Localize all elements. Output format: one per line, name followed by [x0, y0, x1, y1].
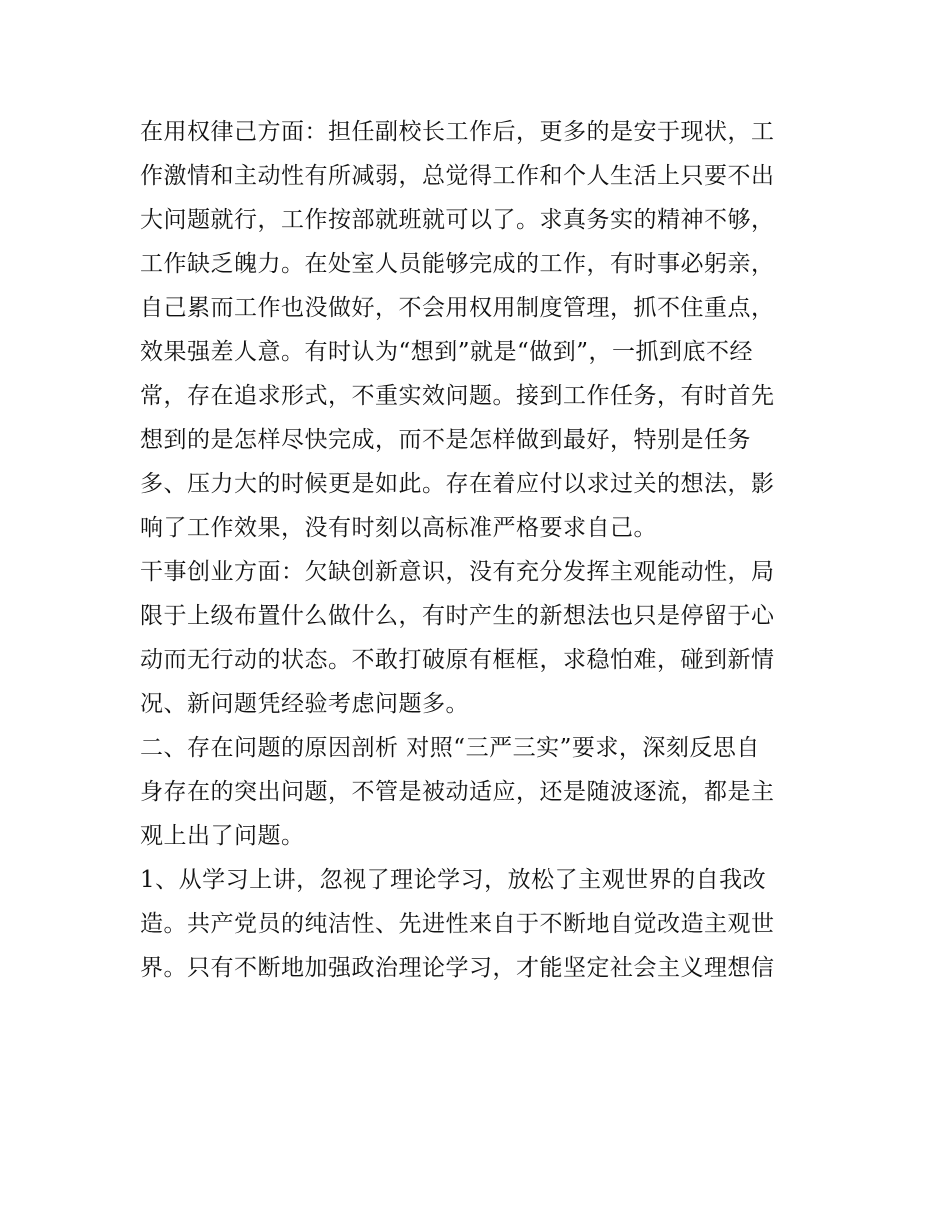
text-line: 大问题就行，工作按部就班就可以了。求真务实的精神不够，: [140, 207, 775, 233]
text-line: 况、新问题凭经验考虑问题多。: [140, 691, 469, 717]
text-line: 常，存在追求形式，不重实效问题。接到工作任务，有时首先: [140, 383, 775, 409]
text-line: 观上出了问题。: [140, 823, 305, 849]
text-line: 想到的是怎样尽快完成，而不是怎样做到最好，特别是任务: [140, 427, 751, 453]
text-line: 效果强差人意。有时认为“想到”就是“做到”，一抓到底不经: [140, 339, 754, 365]
paragraph-cause-analysis: [140, 726, 820, 858]
text-line: 工作缺乏魄力。在处室人员能够完成的工作，有时事必躬亲，: [140, 251, 775, 277]
text-line: 界。只有不断地加强政治理论学习，才能坚定社会主义理想信: [140, 955, 775, 981]
paragraph-study-item-1: [140, 858, 820, 990]
text-line: 干事创业方面：欠缺创新意识，没有充分发挥主观能动性，局: [140, 559, 775, 585]
paragraph-power-self-discipline: [140, 110, 820, 550]
text-line: 二、存在问题的原因剖析 对照“三严三实”要求，深刻反思自: [140, 735, 760, 761]
text-line: 作激情和主动性有所减弱，总觉得工作和个人生活上只要不出: [140, 163, 775, 189]
document-body: [140, 110, 820, 990]
paragraph-entrepreneurship: [140, 550, 820, 726]
text-line: 1、从学习上讲，忽视了理论学习，放松了主观世界的自我改: [140, 867, 767, 893]
text-line: 在用权律己方面：担任副校长工作后，更多的是安于现状，工: [140, 119, 775, 145]
text-line: 响了工作效果，没有时刻以高标准严格要求自己。: [140, 515, 657, 541]
text-line: 多、压力大的时候更是如此。存在着应付以求过关的想法，影: [140, 471, 775, 497]
text-line: 造。共产党员的纯洁性、先进性来自于不断地自觉改造主观世: [140, 911, 775, 937]
text-line: 限于上级布置什么做什么，有时产生的新想法也只是停留于心: [140, 603, 775, 629]
text-line: 自己累而工作也没做好，不会用权用制度管理，抓不住重点，: [140, 295, 775, 321]
text-line: 身存在的突出问题，不管是被动适应，还是随波逐流，都是主: [140, 779, 775, 805]
text-line: 动而无行动的状态。不敢打破原有框框，求稳怕难，碰到新情: [140, 647, 775, 673]
